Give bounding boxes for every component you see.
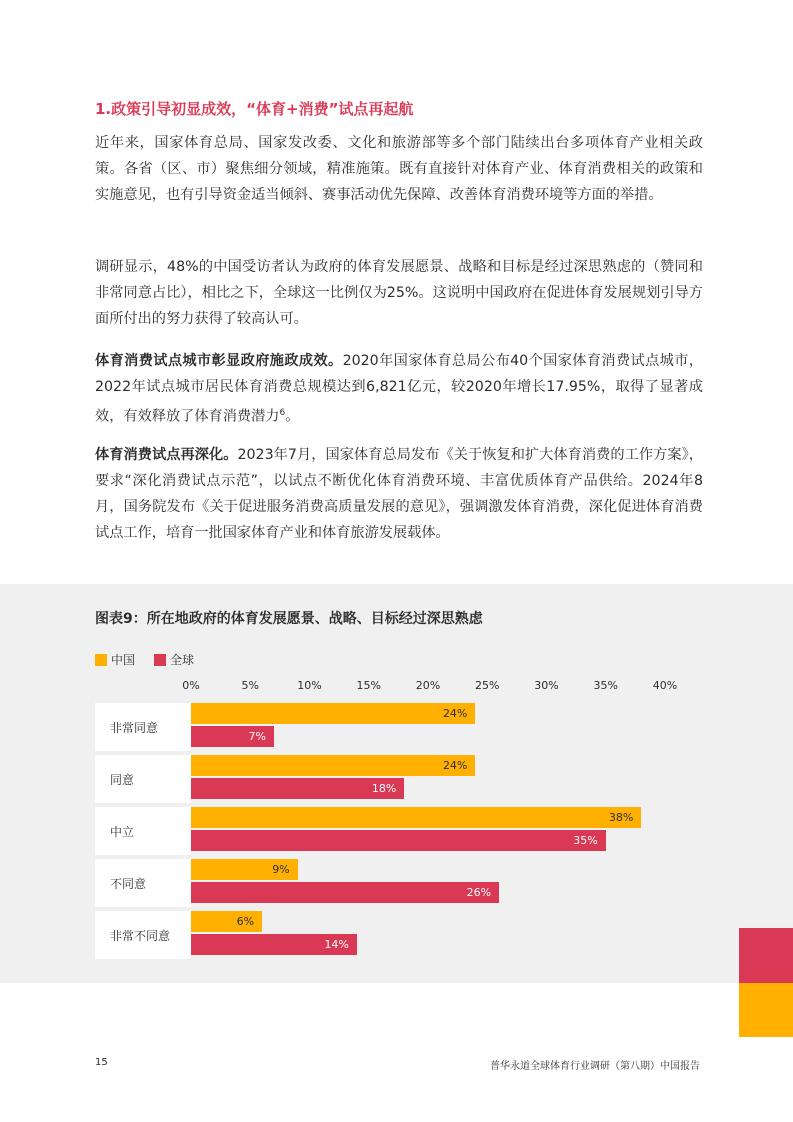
category-label: 非常不同意 — [110, 929, 171, 943]
data-label-china: 9% — [272, 863, 290, 876]
legend-swatch-global — [154, 654, 166, 666]
data-label-china: 24% — [442, 707, 468, 720]
paragraph-4-text: 2023年7月，国家体育总局发布《关于恢复和扩大体育消费的工作方案》，要求“深化消费试点示范”，以试点不断优化体育消费环境、丰富优质体育产品供给。2024年8月，国务院发布《关于促进服务消费高质量发展的意见》，强调激发体育消费，深化促进体育消费试点工作，培育一批国家体育产业和体育旅游发展载体。 — [95, 447, 703, 541]
paragraph-3 — [95, 348, 703, 430]
paragraph-2 — [95, 254, 703, 332]
category-row — [95, 911, 191, 959]
category-row — [95, 807, 191, 855]
x-tick-label: 5% — [241, 679, 259, 692]
data-label-china: 38% — [608, 811, 634, 824]
x-tick-label: 10% — [297, 679, 322, 692]
category-row — [95, 755, 191, 803]
category-row — [95, 859, 191, 907]
bar-china — [191, 755, 475, 776]
paragraph-3-lead: 体育消费试点城市彰显政府施政成效。 — [95, 353, 343, 369]
data-label-global: 35% — [573, 834, 598, 847]
legend-label-china: 中国 — [111, 653, 136, 667]
paragraph-4-lead: 体育消费试点再深化。 — [95, 447, 238, 463]
x-tick-label: 0% — [182, 679, 200, 692]
legend-item-china — [95, 651, 135, 668]
bar-global — [191, 830, 606, 851]
report-title-footer: 普华永道全球体育行业调研（第八期）中国报告 — [490, 1061, 700, 1072]
x-tick-label: 15% — [356, 679, 381, 692]
legend-swatch-china — [95, 654, 107, 666]
category-label: 不同意 — [110, 877, 147, 891]
data-label-global: 14% — [324, 938, 349, 951]
bar-china — [191, 807, 641, 828]
bar-global — [191, 882, 499, 903]
bar-china — [191, 703, 475, 724]
decorative-yellow-block — [739, 983, 793, 1037]
legend-label-global: 全球 — [170, 653, 195, 667]
category-row — [95, 703, 191, 751]
x-tick-label: 25% — [475, 679, 500, 692]
category-label: 非常同意 — [110, 721, 159, 735]
data-label-global: 7% — [248, 730, 266, 743]
footnote-ref[interactable]: 6 — [279, 408, 286, 418]
x-tick-label: 20% — [415, 679, 441, 692]
decorative-red-block — [739, 928, 793, 983]
x-tick-label: 40% — [652, 679, 678, 692]
chart-title: 图表9：所在地政府的体育发展愿景、战略、目标经过深思熟虑 — [95, 611, 483, 627]
data-label-china: 6% — [236, 915, 255, 928]
legend-item-global — [154, 651, 194, 668]
x-tick-label: 30% — [534, 679, 559, 692]
data-label-global: 18% — [371, 782, 397, 795]
data-label-global: 26% — [466, 886, 492, 899]
section-heading: 1.政策引导初显成效，“体育+消费”试点再起航 — [95, 100, 414, 118]
x-tick-label: 35% — [593, 679, 618, 692]
data-label-china: 24% — [442, 759, 468, 772]
category-label: 同意 — [110, 773, 135, 787]
paragraph-3-tail: 。 — [285, 408, 300, 425]
paragraph-1-text: 近年来，国家体育总局、国家发改委、文化和旅游部等多个部门陆续出台多项体育产业相关政策。各省（区、市）聚焦细分领域，精准施策。既有直接针对体育产业、体育消费相关的政策和实施意见，也有引导资金适当倾斜、赛事活动优先保障、改善体育消费环境等方面的举措。 — [95, 135, 703, 203]
paragraph-4 — [95, 442, 703, 546]
category-label: 中立 — [110, 825, 135, 839]
paragraph-1 — [95, 130, 703, 208]
paragraph-2-text: 调研显示，48%的中国受访者认为政府的体育发展愿景、战略和目标是经过深思熟虑的（赞同和非常同意占比），相比之下，全球这一比例仅为25%。这说明中国政府在促进体育发展规划引导方面所付出的努力获得了较高认可。 — [95, 259, 703, 327]
paragraph-3-text: 2020年国家体育总局公布40个国家体育消费试点城市，2022年试点城市居民体育消费总规模达到6,821亿元，较2020年增长17.95%，取得了显著成效，有效释放了体育消费潜力 — [95, 353, 703, 425]
page-number: 15 — [95, 1057, 108, 1068]
